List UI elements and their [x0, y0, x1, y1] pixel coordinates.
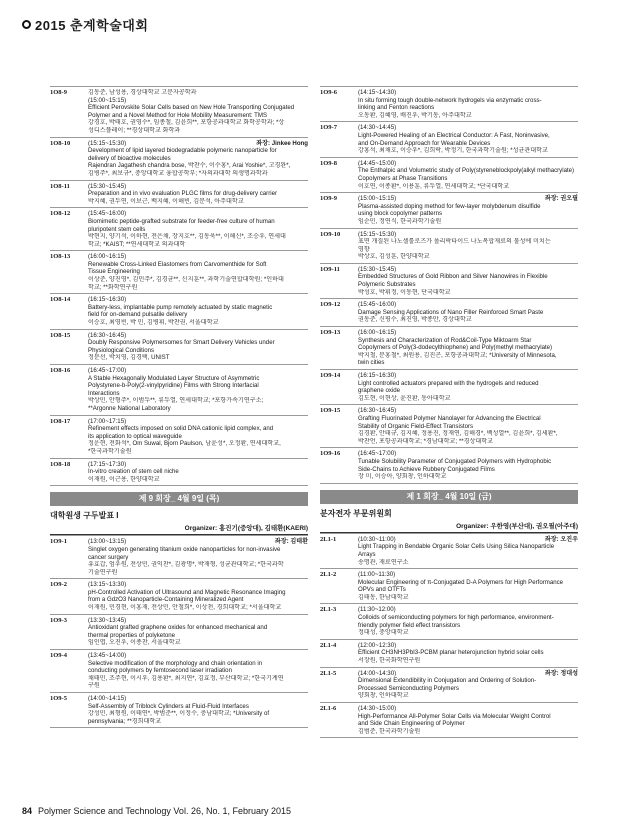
entry-text-line: (14:30~15:00)	[358, 705, 397, 712]
entry-text-line: 표면 개질된 나노셀룰로즈가 폴리락타이드 나노복합재료의 물성에 미치는	[358, 238, 551, 246]
entry-text-line: linking and Fenton reactions	[358, 104, 435, 112]
program-entry	[320, 668, 578, 703]
entry-text-line: (13:45~14:00)	[88, 652, 127, 660]
entry-text-line: thermal properties of polyketone	[88, 631, 176, 639]
entry-text-line: In-vitro creation of stem cell niche	[88, 468, 179, 476]
program-entry	[50, 416, 308, 459]
program-entry	[50, 535, 308, 579]
authors: 강경호, 박태호, 권영수*, 임종철, 김윤희**, 포항공과대학교 화학공학과; *상	[88, 119, 285, 127]
entry-code: 2L1-1	[320, 535, 337, 543]
entry-text-line: OPVs and OTFTs	[358, 586, 406, 594]
entry-text-line: pennsylvania; **경희대학교	[88, 717, 162, 725]
entry-text-line: (14:45~15:00)	[358, 159, 397, 167]
entry-body	[358, 160, 578, 190]
entry-text-line: Renewable Cross-Linked Elastomers from Carvomenthide for Soft	[88, 260, 267, 268]
entry-text-line: Tissue Engineering	[88, 268, 140, 276]
entry-body	[88, 581, 308, 611]
entry-code: 1O8-17	[50, 417, 71, 425]
entry-code: 1O8-11	[50, 182, 70, 190]
authors: 오동환, 김혜영, 배진우, 박기동, 아주대학교	[358, 111, 472, 119]
entry-time: (14:00~14:30)	[358, 669, 397, 677]
session-chair: 좌장: 정대성	[544, 669, 578, 677]
left-column	[50, 86, 308, 728]
session-chair: 좌장: 오진우	[544, 535, 578, 543]
authors: 이재원, 이근용, 한양대학교	[88, 475, 160, 483]
entry-text-line: delivery of bioactive molecules	[88, 154, 171, 162]
entry-text-line: (15:30~15:45)	[358, 265, 397, 273]
entry-code: 1O9-10	[320, 230, 341, 238]
entry-text-line: (16:45~17:00)	[358, 450, 397, 458]
author-line	[88, 710, 308, 718]
entry-code: 1O8-15	[50, 331, 71, 339]
author-line	[88, 639, 308, 647]
program-entry	[50, 294, 308, 329]
entry-code: 1O9-2	[50, 581, 67, 589]
entry-code: 2L1-4	[320, 641, 337, 649]
entry-body	[88, 695, 308, 725]
authors: 임순민, 정연식, 한국과학기술원	[358, 217, 442, 225]
entry-code: 1O9-4	[50, 652, 67, 660]
entry-text-line: 기술연구원	[88, 568, 118, 576]
authors: 박지철, 문홍철*, 최원용, 김진곤, 포항공과대학교; *University of Minnesota,	[358, 351, 557, 359]
authors: 박상호, 김성훈, 한양대학교	[358, 253, 430, 261]
author-line	[358, 289, 578, 297]
entry-code: 1O9-15	[320, 407, 341, 415]
entry-text-line: A Stable Hexagonally Modulated Layer Structure of Asymmetric	[88, 374, 260, 382]
entry-text-line: (16:45~17:00)	[88, 367, 127, 374]
left-rows-bottom	[50, 535, 308, 728]
entry-body	[88, 183, 308, 206]
program-entry	[320, 86, 578, 122]
entry-text-line: Arrays	[358, 550, 376, 558]
right-column	[320, 86, 578, 738]
entry-text-line: (17:00~17:15)	[88, 417, 127, 425]
program-entry	[320, 229, 578, 264]
author-line	[358, 183, 578, 191]
program-entry	[320, 264, 578, 299]
chair-line	[358, 670, 578, 678]
entry-text-line: pluripotent stem cells	[88, 225, 146, 233]
program-entry	[320, 640, 578, 668]
program-entry	[50, 138, 308, 181]
entry-code: 1O9-9	[320, 195, 337, 203]
entry-text-line: The Enthalpic and Volumetric study of Poly(styreneblockpoly(alkyl methacrylate)	[358, 167, 575, 175]
author-line	[358, 112, 578, 120]
author-line	[358, 728, 578, 736]
entry-text-line: (12:00~12:30)	[358, 641, 397, 649]
entry-body	[88, 461, 308, 484]
entry-text-line: Selective modification of the morphology and chain orientation in	[88, 659, 263, 667]
entry-code: 1O9-13	[320, 329, 341, 337]
entry-body	[358, 450, 578, 480]
author-line	[358, 218, 578, 226]
authors: 김범준, 한국과학기술원	[358, 727, 421, 735]
program-entry	[50, 181, 308, 209]
entry-text-line: from a GdzO3 Nanoparticle-Containing Mineralized Agent	[88, 596, 244, 604]
entry-text-line: Copolymers at Phase Transitions	[358, 174, 448, 182]
entry-code: 1O8-18	[50, 460, 71, 468]
entry-text-line: (15:45~16:00)	[358, 301, 397, 309]
entry-code: 1O9-14	[320, 372, 341, 379]
authors: 김동준, 남성용, 경상대학교 고분자공학과	[88, 89, 197, 96]
entry-text-line: Plasma-assisted doping method for few-layer molybdenum disulfide	[358, 202, 541, 210]
entry-text-line: (16:15~16:30)	[358, 372, 397, 379]
entry-code: 1O9-3	[50, 616, 67, 624]
entry-body	[358, 329, 578, 367]
entry-code: 1O9-16	[320, 450, 341, 458]
authors: 정운현, 전화석*, Om Suwal, Bjorn Paulson, 남윤성*, 오정환, 연세대학교,	[88, 440, 281, 448]
conference-title: 2015 춘계학술대회	[35, 17, 149, 33]
entry-text-line: (11:30~12:00)	[358, 606, 396, 614]
program-entry	[320, 370, 578, 405]
author-line	[358, 629, 578, 637]
author-line	[88, 276, 308, 284]
entry-body	[88, 617, 308, 647]
authors: 이상준, 양진영*, 김민주*, 김경균**, 신지훈**, 과학기술연합대학원; *인하대	[88, 276, 284, 284]
program-entry	[320, 122, 578, 157]
entry-body	[88, 418, 308, 456]
entry-body	[88, 253, 308, 291]
authors: 임인엽, 오진우, 이종찬, 서울대학교	[88, 639, 181, 647]
program-entry	[50, 365, 308, 416]
entry-text-line: 학교; *KAIST; **연세대학교 의과대학	[88, 240, 186, 248]
entry-text-line: 영향	[358, 245, 370, 253]
entry-text-line: In situ forming tough double-network hydrogels via enzymatic cross-	[358, 96, 542, 104]
authors: 서장원, 한국화학연구원	[358, 657, 421, 665]
authors: 박상민, 안형주*, 이범두**, 류두열, 연세대학교; *포항가속기연구소;	[88, 397, 264, 405]
author-line	[88, 561, 308, 569]
entry-code: 2L1-3	[320, 606, 337, 614]
entry-text-line: Polymeric Substrates	[358, 281, 416, 289]
program-entry	[50, 693, 308, 728]
author-line	[88, 675, 308, 683]
entry-text-line: Preparation and in vivo evaluation PLGC films for drug-delivery carrier	[88, 190, 277, 198]
authors: 이승호, 최영빈, 박 민, 김병휘, 박찬권, 서울대학교	[88, 319, 219, 327]
entry-text-line: Embedded Structures of Gold Ribbon and Silver Nanowires in Flexible	[358, 273, 548, 281]
page-header	[22, 14, 148, 34]
author-line	[358, 253, 578, 261]
entry-text-line: High-Performance All-Polymer Solar Cells via Molecular Weight Control	[358, 712, 551, 720]
entry-text-line: (14:30~14:45)	[358, 124, 397, 132]
authors: 채태민, 조주현, 이시우, 김용환*, 최지연*, 김효정, 부산대학교; *한국기계연	[88, 674, 284, 682]
entry-body	[88, 296, 308, 326]
chair-line	[358, 536, 578, 544]
author-line	[88, 198, 308, 206]
entry-text-line: Polystyrene-b-Poly(2-vinylpyridine) Films with Strong Interfacial	[88, 382, 259, 390]
entry-time: (15:00~15:15)	[358, 195, 397, 203]
entry-body	[358, 372, 578, 402]
entry-text-line: 구원	[88, 682, 100, 690]
entry-body	[358, 301, 578, 324]
entry-text-line: 박찬언, 포항공과대학교; *경남대학교; **경상대학교	[358, 437, 494, 445]
session-organizer: Organizer: 홍진기(중앙대), 김태환(KAERI)	[50, 523, 308, 535]
author-line	[88, 119, 308, 127]
authors: 강홍석, 최채호, 이승우*, 김희락, 박정기, 한국과학기술원; *성균관대학교	[358, 147, 548, 155]
entry-body	[88, 332, 308, 362]
entry-text-line: Molecular Engineering of π-Conjugated D-A Polymers for High Performance	[358, 578, 564, 586]
entry-code: 1O9-8	[320, 159, 337, 167]
author-line	[88, 440, 308, 448]
program-entry	[320, 604, 578, 639]
author-line	[88, 476, 308, 484]
entry-text-line: Dimensional Extendibility in Conjugation and Ordering of Solution-	[358, 677, 537, 685]
entry-code: 1O9-5	[50, 695, 67, 702]
entry-text-line: Self-Assembly of Triblock Cylinders at Fluid-Fluid Interfaces	[88, 702, 249, 710]
bullet-circle-icon	[22, 20, 31, 29]
author-line	[88, 319, 308, 327]
entry-text-line: Light-Powered Healing of an Electrical Conductor: A Fast, Noninvasive,	[358, 131, 550, 139]
entry-text-line: friendly polymer field effect transistors	[358, 621, 461, 629]
entry-text-line: Antioxidant grafted graphene oxides for enhanced mechanical and	[88, 624, 268, 632]
authors: 김도현, 이현상, 윤진환, 동아대학교	[358, 394, 451, 402]
program-entry	[320, 193, 578, 228]
session-chair: 좌장: Jinkee Hong	[256, 139, 308, 147]
author-line	[358, 352, 578, 360]
page-footer	[22, 806, 291, 816]
authors: 정문선, 박치영, 김경택, UNIST	[88, 354, 170, 362]
entry-text-line: Singlet oxygen generating titanium oxide nanoparticles for non-invasive	[88, 545, 281, 553]
entry-code: 1O9-1	[50, 538, 67, 546]
chair-line	[358, 195, 578, 203]
entry-text-line: graphene oxide	[358, 387, 401, 395]
authors: 정대성, 중앙대학교	[358, 629, 409, 637]
entry-text-line: twin cities	[358, 359, 385, 367]
entry-text-line: 학교; **화학연구원	[88, 283, 138, 291]
entry-text-line: (16:00~16:15)	[88, 253, 127, 261]
entry-body	[358, 670, 578, 700]
page-number: 84	[22, 806, 33, 816]
author-line	[88, 604, 308, 612]
authors: 양회창, 인하대학교	[358, 692, 409, 700]
entry-time: (10:30~11:00)	[358, 535, 396, 543]
entry-text-line: Tunable Solubility Parameter of Conjugated Polymers with Hydrophobic	[358, 457, 552, 465]
entry-body	[358, 124, 578, 154]
entry-text-line: Stability of Organic Field-Effect Transistors	[358, 422, 474, 430]
authors: 송명관, 재료연구소	[358, 558, 409, 566]
authors: 이호연, 이종환*, 이용훈, 류두열, 연세대학교; *단국대학교	[358, 182, 510, 190]
entry-text-line: field for on-demand pulsatile delivery	[88, 311, 188, 319]
entry-text-line: **Argonne National Laboratory	[88, 404, 171, 412]
session-chair: 좌장: 김태환	[274, 538, 308, 546]
entry-text-line: Interactions	[88, 389, 120, 397]
authors: 김태동, 한남대학교	[358, 593, 409, 601]
entry-text-line: Physiological Conditions	[88, 346, 155, 354]
journal-citation: Polymer Science and Technology Vol. 26, No. 1, February 2015	[38, 806, 291, 816]
entry-text-line: 성디스플레이; **경상대학교 화학과	[88, 126, 181, 134]
chair-line	[88, 538, 308, 546]
entry-text-line: Doubly Responsive Polymersomes for Smart Delivery Vehicles under	[88, 339, 275, 347]
entry-code: 1O9-11	[320, 265, 340, 273]
program-entry	[320, 703, 578, 738]
entry-code: 1O9-7	[320, 124, 337, 132]
entry-code: 1O9-12	[320, 301, 341, 309]
entry-code: 2L1-6	[320, 705, 337, 712]
program-entry	[50, 650, 308, 693]
program-entry	[320, 299, 578, 327]
entry-code: 1O8-12	[50, 210, 71, 218]
authors: 유효갑, 엄우원, 전상민, 권익찬*, 김광명*, 박재형, 성균관대학교; *한국과학	[88, 561, 284, 569]
entry-body	[88, 210, 308, 248]
entry-body	[358, 642, 578, 665]
right-rows-bottom	[320, 533, 578, 739]
session-chair: 좌장: 권오필	[544, 195, 578, 203]
entry-body	[88, 367, 308, 413]
entry-code: 2L1-5	[320, 669, 337, 677]
entry-time: (15:15~15:30)	[88, 139, 127, 147]
entry-code: 1O9-6	[320, 89, 337, 96]
entry-body	[88, 140, 308, 178]
left-rows-top	[50, 86, 308, 486]
entry-body	[88, 89, 308, 135]
entry-text-line: Copolymers of Poly(3-dodecylthiophene) and Poly(methyl methacrylate)	[358, 344, 553, 352]
authors: 강성민, 최형원, 이태연*, 박범준**, 이정수, 충남대학교; *University of	[88, 710, 270, 718]
program-entry	[50, 330, 308, 365]
entry-body	[358, 606, 578, 636]
entry-text-line: (16:30~16:45)	[88, 331, 127, 339]
program-entry	[50, 86, 308, 138]
entry-body	[358, 231, 578, 261]
program-entry	[320, 158, 578, 193]
entry-code: 1O8-9	[50, 89, 67, 96]
authors: 이재원, 민경현, 이홍재, 전상민, 안철희*, 이상천, 경희대학교; *서울대학교	[88, 604, 282, 612]
entry-code: 1O8-16	[50, 367, 71, 374]
entry-body	[358, 571, 578, 601]
session-title: 대학원생 구두발표 I	[50, 511, 119, 521]
entry-text-line: and Side Chain Engineering of Polymer	[358, 720, 465, 728]
entry-text-line: Efficient Perovskite Solar Cells based on New Hole Transporting Conjugated	[88, 104, 295, 112]
entry-text-line: Polymer and a Novel Method for Hole Mobility Measurement: TMS	[88, 111, 268, 119]
authors: 박지혜, 권두연, 이보근, 백지혜, 이해빈, 김문석, 아주대학교	[88, 197, 244, 205]
entry-text-line: using block copolymer patterns	[358, 210, 443, 218]
entry-text-line: (11:00~11:30)	[358, 571, 396, 579]
entry-text-line: Battery-less, implantable pump remotely actuated by static magnetic	[88, 303, 273, 311]
authors: Rajendran Jagathesh chandra bose, 박찬수, 이수홍*, Arai Yoshie*, 고경완*,	[88, 162, 291, 170]
session-organizer: Organizer: 우한영(부산대), 권오필(아주대)	[320, 521, 578, 533]
author-line	[358, 657, 578, 665]
entry-text-line: 김병주*, 최보규*, 중앙대학교 융합공학부; *자의과대학 의생명과학과	[88, 169, 268, 177]
program-entry	[320, 405, 578, 448]
author-line	[88, 162, 308, 170]
entry-text-line: Efficient CH3NH3PbI3-PCBM planar heterojunction hybrid solar cells	[358, 649, 544, 657]
author-line	[358, 316, 578, 324]
entry-text-line: Grafting Fluorinated Polymer Nanolayer for Advancing the Electrical	[358, 414, 541, 422]
entry-text-line: (15:30~15:45)	[88, 182, 127, 190]
entry-text-line: Light Trapping in Bendable Organic Solar Cells Using Silica Nanoparticle	[358, 543, 555, 551]
author-line	[88, 354, 308, 362]
entry-body	[358, 705, 578, 735]
entry-body	[88, 652, 308, 690]
entry-body	[358, 195, 578, 225]
entry-text-line: cancer surgery	[88, 553, 129, 561]
author-line	[88, 397, 308, 405]
entry-text-line: Damage Sensing Applications of Nano Filler Reinforced Smart Paste	[358, 308, 544, 316]
entry-text-line: its application to optical waveguide	[88, 432, 182, 440]
authors: 박현지, 양기석, 이하현, 전은채, 장지호**, 김동욱**, 이해신*, 조승우, 연세대	[88, 233, 286, 241]
entry-code: 1O8-14	[50, 296, 71, 304]
entry-text-line: Refinement effects imposed on solid DNA cationic lipid complex, and	[88, 425, 274, 433]
entry-text-line: (16:00~16:15)	[358, 329, 397, 337]
session-title: 분자전자 부문위원회	[320, 508, 392, 518]
entry-text-line: (17:15~17:30)	[88, 460, 127, 468]
authors: 권동준, 신평수, 최진영, 박종만, 경상대학교	[358, 316, 472, 324]
program-entry	[320, 569, 578, 604]
right-rows-top	[320, 86, 578, 484]
entry-text-line: *한국과학기술원	[88, 447, 132, 455]
program-entry	[50, 251, 308, 294]
program-entry	[320, 327, 578, 370]
author-line	[358, 692, 578, 700]
session-bar: 제 9 회장_ 4월 9일 (목)	[50, 492, 308, 506]
entry-text-line: Colloids of semiconducting polymers for high performance, environment-	[358, 614, 554, 622]
authors: 박성호, 박휘정, 이동현, 단국대학교	[358, 288, 451, 296]
program-entry	[320, 533, 578, 569]
entry-text-line: Processed Semiconducting Polymers	[358, 684, 459, 692]
author-line	[358, 430, 578, 438]
author-line	[358, 594, 578, 602]
entry-text-line: conducting polymers by femtosecond laser irradiation	[88, 667, 232, 675]
entry-code: 1O8-13	[50, 253, 71, 261]
entry-text-line: (15:45~16:00)	[88, 210, 127, 218]
author-line	[88, 89, 308, 97]
entry-text-line: Biomimetic peptide-grafted substrate for feeder-free culture of human	[88, 217, 275, 225]
program-entry	[50, 208, 308, 251]
author-line	[358, 559, 578, 567]
entry-body	[88, 538, 308, 576]
entry-text-line: (15:00~15:15)	[88, 96, 127, 104]
entry-text-line: and On-Demand Approach for Wearable Devices	[358, 139, 491, 147]
entry-text-line: (16:30~16:45)	[358, 407, 397, 415]
program-entry	[50, 615, 308, 650]
entry-text-line: (13:15~13:30)	[88, 581, 127, 589]
author-line	[358, 473, 578, 481]
entry-code: 2L1-2	[320, 571, 337, 579]
entry-text-line: Light controlled actuators prepared with the hydrogels and reduced	[358, 379, 539, 387]
session-bar: 제 1 회장_ 4월 10일 (금)	[320, 490, 578, 504]
author-line	[88, 233, 308, 241]
authors: 김경환, 안태규, 김지혜, 정용진, 정재연, 김해경*, 백성열**, 김윤희*, 김세환*,	[358, 430, 558, 438]
entry-text-line: (14:15~14:30)	[358, 89, 397, 96]
author-line	[358, 147, 578, 155]
entry-body	[358, 407, 578, 445]
entry-body	[358, 536, 578, 566]
entry-text-line: pH-Controlled Activation of Ultrasound and Magnetic Resonance Imaging	[88, 588, 286, 596]
entry-text-line: (16:15~16:30)	[88, 296, 127, 304]
authors: 장 미, 이승아, 양회창, 인하대학교	[358, 473, 447, 481]
program-entry	[50, 459, 308, 487]
entry-time: (13:00~13:15)	[88, 538, 127, 546]
chair-line	[88, 140, 308, 148]
entry-text-line: (15:15~15:30)	[358, 230, 397, 238]
entry-text-line: (13:30~13:45)	[88, 616, 127, 624]
author-line	[358, 395, 578, 403]
entry-code: 1O8-10	[50, 139, 71, 147]
entry-text-line: Development of lipid layered biodegradable polymeric nanoparticle for	[88, 147, 277, 155]
program-entry	[50, 579, 308, 614]
entry-body	[358, 266, 578, 296]
entry-text-line: Side-Chains to Achieve Rubbery Conjugated Films	[358, 465, 495, 473]
entry-body	[358, 89, 578, 119]
program-entry	[320, 448, 578, 483]
entry-text-line: (14:00~14:15)	[88, 695, 127, 702]
entry-text-line: Synthesis and Characterization of Rod&Coil-Type Miktoarm Star	[358, 336, 532, 344]
